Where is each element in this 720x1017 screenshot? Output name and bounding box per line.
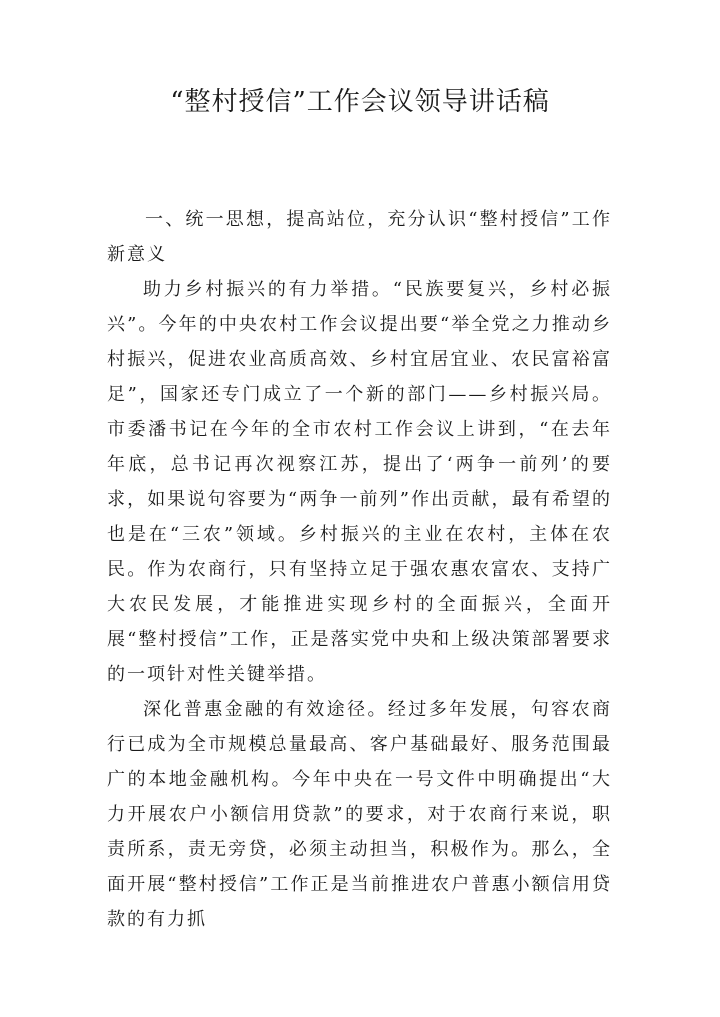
section-heading: 一、统一思想，提高站位，充分认识“整村授信”工作新意义 xyxy=(107,209,612,265)
document-title: “整村授信”工作会议领导讲话稿 xyxy=(170,87,550,117)
paragraph-inclusive-finance: 深化普惠金融的有效途径。经过多年发展，句容农商行已成为全市规模总量最高、客户基础最好、服务范围最广的本地金融机构。今年中央在一号文件中明确提出“大力开展农户小额信用贷款”的要求，对于农商行来说，职责所系，责无旁贷，必须主动担当，积极作为。那么，全面开展“整村授信”工作正是当前推进农户普惠小额信用贷款的有力抓 xyxy=(107,699,612,930)
paragraph-rural-revitalization: 助力乡村振兴的有力举措。“民族要复兴，乡村必振兴”。今年的中央农村工作会议提出要“举全党之力推动乡村振兴，促进农业高质高效、乡村宜居宜业、农民富裕富足”，国家还专门成立了一个新的部门——乡村振兴局。市委潘书记在今年的全市农村工作会议上讲到，“在去年年底，总书记再次视察江苏，提出了‘两争一前列’的要求，如果说句容要为“两争一前列”作出贡献，最有希望的也是在“三农”领域。乡村振兴的主业在农村，主体在农民。作为农商行，只有坚持立足于强农惠农富农、支持广大农民发展，才能推进实现乡村的全面振兴，全面开展“整村授信”工作，正是落实党中央和上级决策部署要求的一项针对性关键举措。 xyxy=(107,279,612,685)
document-body xyxy=(107,202,612,937)
